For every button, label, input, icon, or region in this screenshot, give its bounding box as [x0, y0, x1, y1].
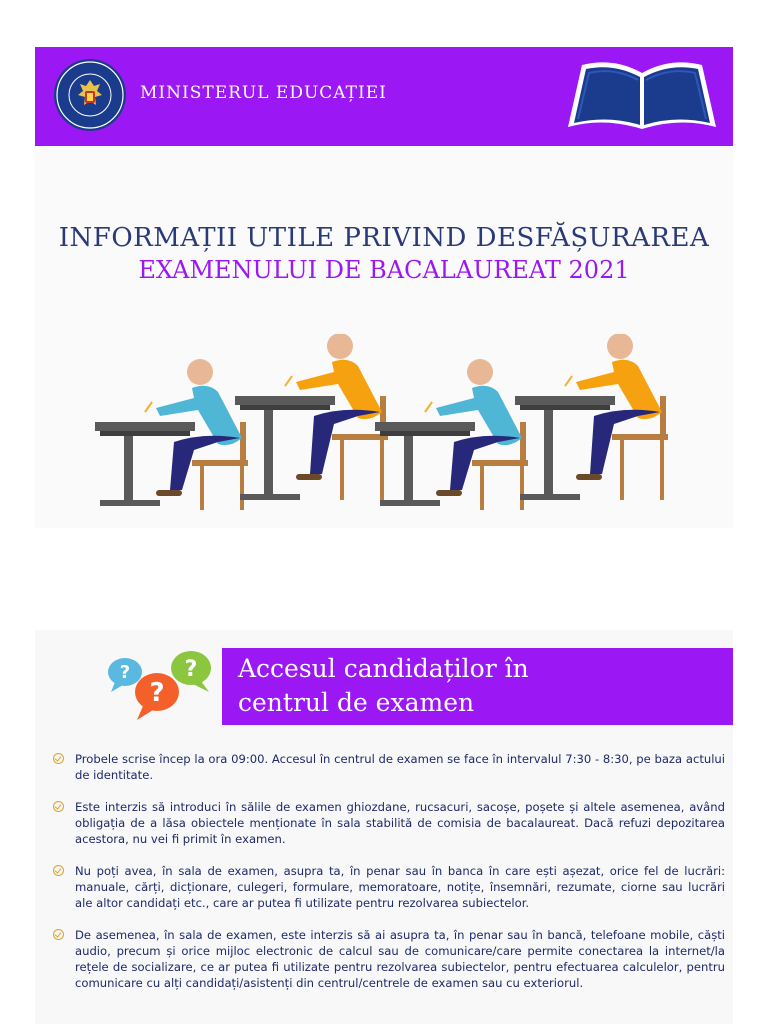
check-circle-icon [53, 753, 64, 764]
rule-text: Este interzis să introduci în sălile de examen ghiozdane, rucsacuri, sacoșe, poșete și altele asemenea, având obligația de a lăsa obiectele menționate în sala stabilită de comisia de bacalaureat. Dacă refuzi depozitarea acestora, nu vei fi primit în examen. [75, 800, 725, 846]
access-section [35, 630, 733, 1024]
check-circle-icon [53, 929, 64, 940]
section-header [222, 648, 733, 725]
svg-text:?: ? [184, 657, 198, 682]
rule-text: De asemenea, în sala de examen, este interzis să ai asupra ta, în penar sau în bancă, telefoane mobile, căști audio, precum și orice mijloc electronic de calcul sau de comunicare/care permite conectarea la internet/la rețele de socializare, ce ar putea fi utilizate pentru rezolvarea subiectelor, pentru efectuarea calculelor, pentru comunicare cu alți candidați/asistenți din centrul/centrele de examen sau cu exteriorul. [75, 928, 725, 990]
page-title-line2: EXAMENULUI DE BACALAUREAT 2021 [138, 256, 630, 284]
list-item [45, 799, 725, 847]
svg-text:?: ? [149, 678, 165, 708]
ministry-banner [35, 47, 733, 146]
list-item [45, 927, 725, 991]
rule-text: Probele scrise încep la ora 09:00. Accesul în centrul de examen se face în intervalul 7:30 - 8:30, pe baza actului de identitate. [75, 752, 725, 782]
svg-text:?: ? [119, 662, 131, 683]
ministry-name: MINISTERUL EDUCAȚIEI [140, 83, 387, 103]
open-book-icon [562, 59, 722, 135]
hero-section [35, 146, 733, 528]
section-title-line1: Accesul candidaților în [238, 654, 529, 683]
check-circle-icon [53, 801, 64, 812]
students-illustration [90, 334, 680, 516]
page-title-line1: INFORMAȚII UTILE PRIVIND DESFĂȘURAREA [58, 223, 710, 253]
section-title [238, 652, 529, 720]
rules-list [45, 751, 725, 1007]
section-title-line2: centrul de examen [238, 688, 475, 717]
question-bubbles-icon [105, 648, 217, 722]
government-seal-icon [53, 58, 127, 132]
rule-text: Nu poți avea, în sala de examen, asupra ta, în penar sau în banca în care ești așezat, orice fel de lucrări: manuale, cărți, dicționare, culegeri, formulare, memoratoare, notițe, însemnări, rezumate, ciorne sau lucrări ale altor candidați etc., care ar putea fi utilizate pentru rezolvarea subiectelor. [75, 864, 725, 910]
check-circle-icon [53, 865, 64, 876]
list-item [45, 863, 725, 911]
list-item [45, 751, 725, 783]
